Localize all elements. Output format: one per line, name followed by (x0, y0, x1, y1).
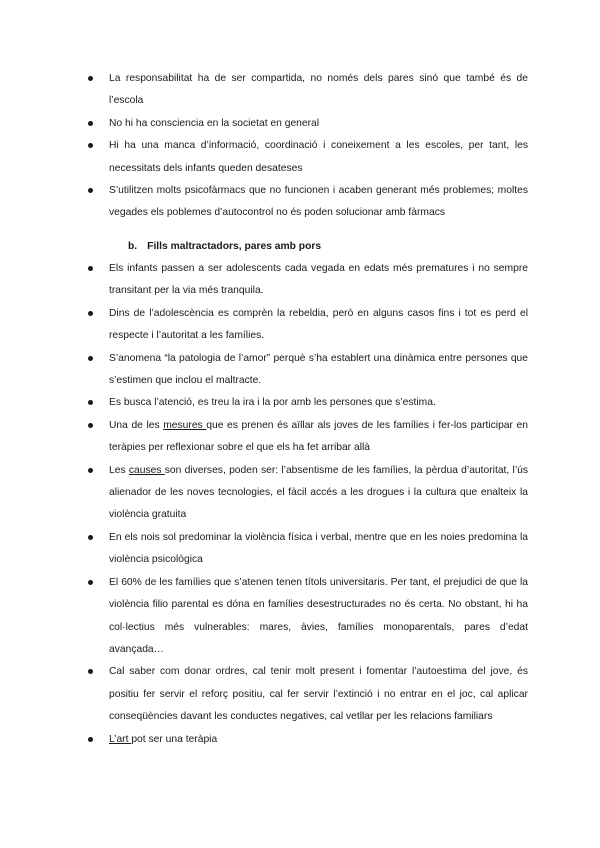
item-text-end: pot ser una teràpia (131, 733, 218, 745)
list-item: No hi ha consciencia en la societat en general (88, 113, 528, 135)
item-text-start: Una de les (109, 419, 164, 431)
list-item: Dins de l’adolescència es comprèn la rebeldia, però en alguns casos fins i tot es perd el respecte i l’autoritat a les famílies. (88, 303, 528, 348)
item-text-start: Les (109, 464, 129, 476)
list-item: Es busca l’atenció, es treu la ira i la por amb les persones que s’estima. (88, 392, 528, 414)
item-text-end: que es prenen és aïllar als joves de les famílies i fer-los participar en teràpies per reflexionar sobre el que els ha fet arribar allà (109, 419, 528, 454)
list-item: S’anomena “la patologia de l’amor” perquè s’ha establert una dinàmica entre persones que s’estimen que inclou el maltracte. (88, 348, 528, 393)
underlined-link-mesures[interactable]: mesures (163, 419, 207, 431)
section-letter: b. (128, 241, 138, 252)
list-item (88, 729, 528, 751)
item-text-end: son diverses, poden ser: l’absentisme de les famílies, la pèrdua d’autoritat, l’ús alienador de les noves tecnologies, el fàcil accés a les drogues i la cultura que enalteix la violència gratuita (109, 464, 528, 521)
underlined-link-art[interactable]: L’art (109, 733, 132, 745)
section-title: Fills maltractadors, pares amb pors (147, 241, 322, 252)
list-item: Cal saber com donar ordres, cal tenir molt present i fomentar l’autoestima del jove, és positiu fer servir el reforç positiu, cal fer servir l’extinció i no entrar en el joc, cal aplicar conseqüències davant les conductes negatives, cal vetllar per les relacions familiars (88, 661, 528, 728)
list-item: Els infants passen a ser adolescents cada vegada en edats més prematures i no sempre transitant per la via més tranquila. (88, 258, 528, 303)
list-item: Hi ha una manca d’informació, coordinació i coneixement a les escoles, per tant, les necessitats dels infants queden desateses (88, 135, 528, 180)
underlined-link-causes[interactable]: causes (128, 464, 165, 476)
list-item (88, 415, 528, 460)
list-item: El 60% de les famílies que s’atenen tenen títols universitaris. Per tant, el prejudici de que la violència filio parental es dóna en famílies desestructurades no és certa. No obstant, hi ha col·lectius més vulnerables: mares, àvies, famílies monoparentals, pares d’edat avançada… (88, 572, 528, 662)
list-item: En els nois sol predominar la violència física i verbal, mentre que en les noies predomina la violència psicològica (88, 527, 528, 572)
bullet-list-section-b (88, 258, 528, 751)
section-heading (128, 236, 321, 258)
bullet-list-section-a (88, 68, 528, 225)
list-item: S’utilitzen molts psicofàrmacs que no funcionen i acaben generant més problemes; moltes vegades els poblemes d’autocontrol no és poden solucionar amb fàrmacs (88, 180, 528, 225)
list-item: La responsabilitat ha de ser compartida, no només dels pares sinó que també és de l’escola (88, 68, 528, 113)
list-item (88, 460, 528, 527)
